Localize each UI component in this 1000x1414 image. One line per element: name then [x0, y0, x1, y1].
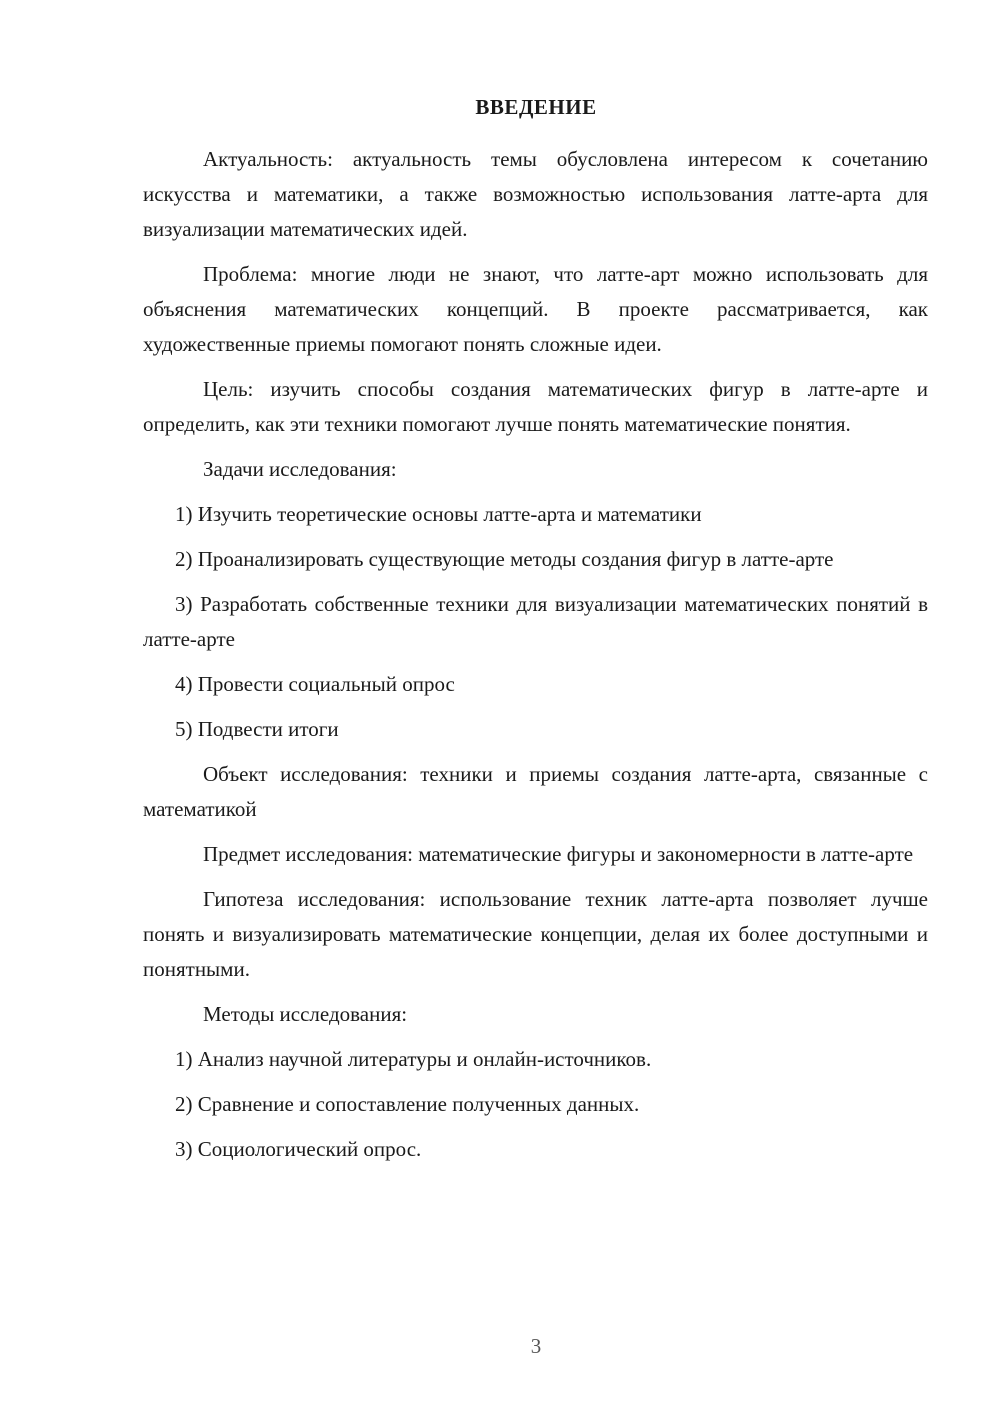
method-item-1: 1) Анализ научной литературы и онлайн-источников. [175, 1047, 652, 1071]
task-item-5: 5) Подвести итоги [175, 717, 339, 741]
tasks-title: Задачи исследования: [203, 457, 397, 481]
task-item-2: 2) Проанализировать существующие методы создания фигур в латте-арте [175, 547, 834, 571]
methods-title: Методы исследования: [203, 1002, 408, 1026]
relevance-paragraph: Актуальность: актуальность темы обусловлена интересом к сочетанию искусства и математики, а также возможностью использования латте-арта для визуализации математических идей. [143, 147, 928, 241]
problem-paragraph: Проблема: многие люди не знают, что латте-арт можно использовать для объяснения математических концепций. В проекте рассматривается, как художественные приемы помогают понять сложные идеи. [143, 262, 928, 356]
page-number: 3 [530, 1334, 542, 1358]
task-item-3: 3) Разработать собственные техники для визуализации математических понятий в латте-арте [143, 592, 928, 651]
method-item-3: 3) Социологический опрос. [175, 1137, 422, 1161]
document-body [143, 142, 928, 1177]
hypothesis-paragraph: Гипотеза исследования: использование техник латте-арта позволяет лучше понять и визуализировать математические концепции, делая их более доступными и понятными. [143, 887, 928, 981]
object-paragraph: Объект исследования: техники и приемы создания латте-арта, связанные с математикой [143, 762, 928, 821]
goal-paragraph: Цель: изучить способы создания математических фигур в латте-арте и определить, как эти техники помогают лучше понять математические понятия. [143, 377, 928, 436]
task-item-4: 4) Провести социальный опрос [175, 672, 455, 696]
task-item-1: 1) Изучить теоретические основы латте-арта и математики [175, 502, 702, 526]
page-heading: ВВЕДЕНИЕ [475, 95, 597, 119]
method-item-2: 2) Сравнение и сопоставление полученных данных. [175, 1092, 640, 1116]
subject-paragraph: Предмет исследования: математические фигуры и закономерности в латте-арте [203, 842, 914, 866]
